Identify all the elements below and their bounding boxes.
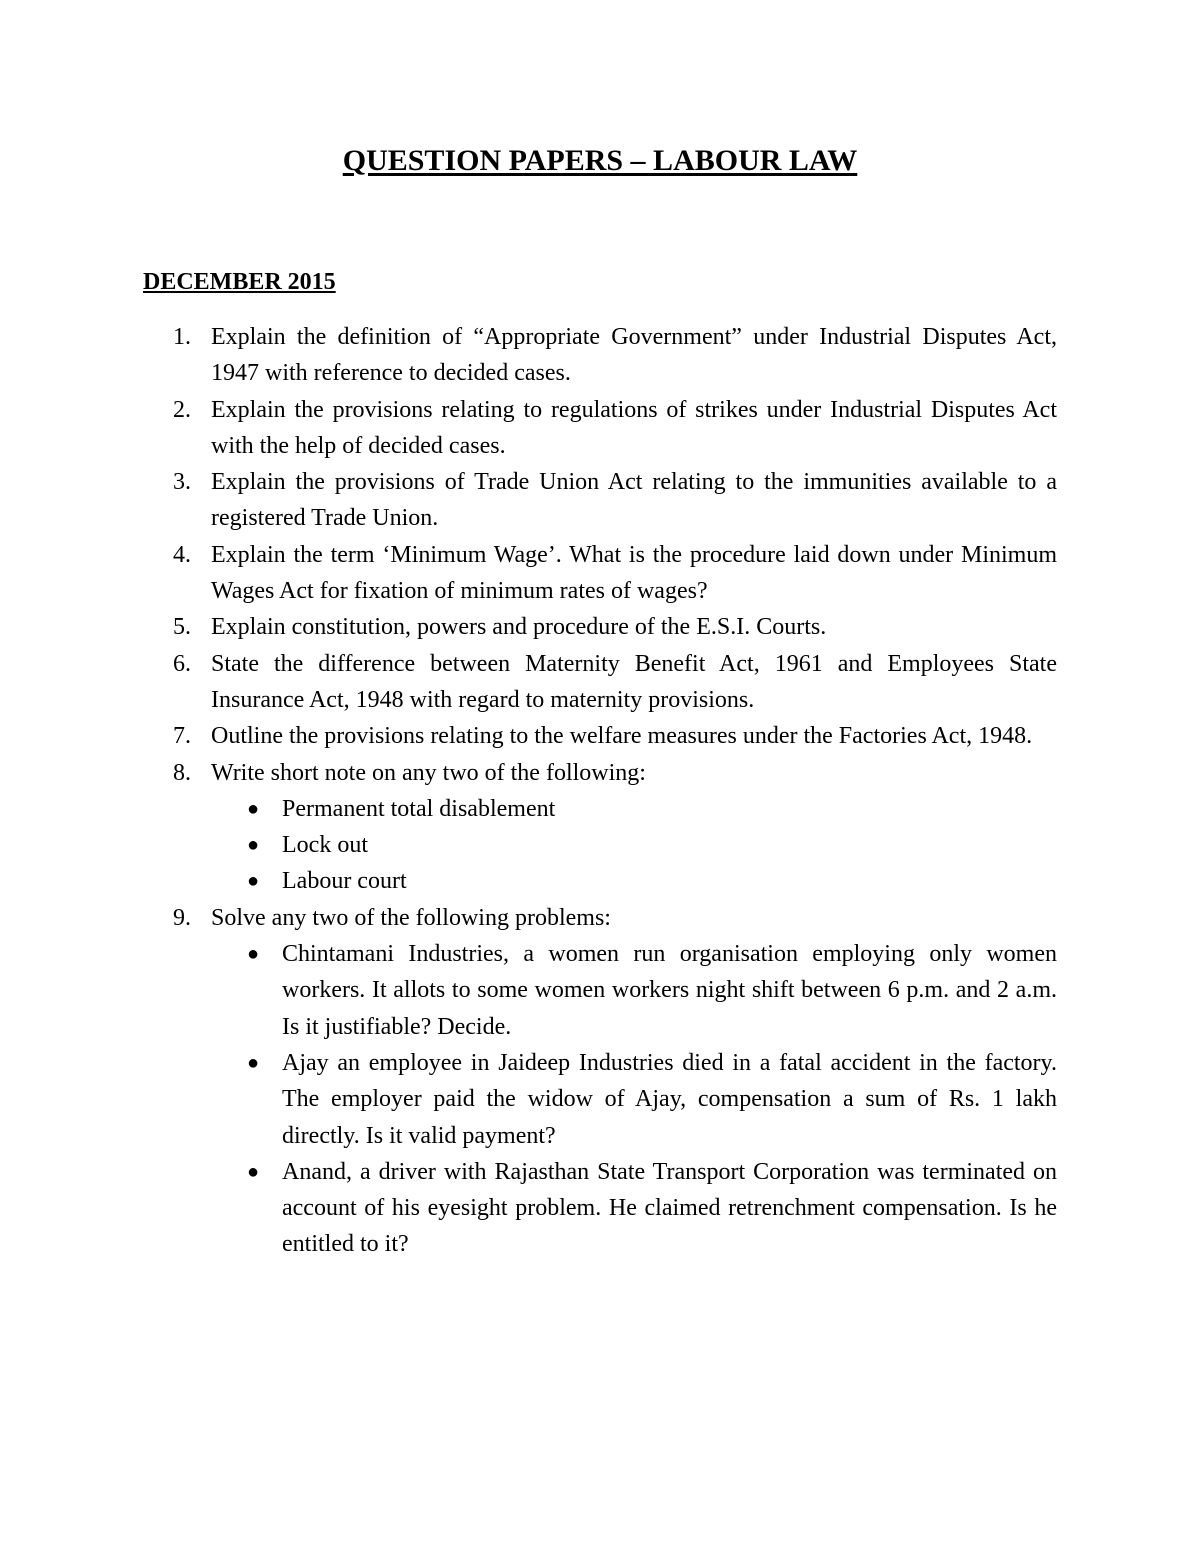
- question-text: Explain the provisions relating to regulations of strikes under Industrial Disputes Act with the help of decided cases.: [211, 396, 1057, 459]
- sub-item: [211, 827, 1057, 863]
- question-number: 6.: [173, 650, 191, 677]
- question-list: [143, 319, 1057, 1263]
- question-number: 9.: [173, 904, 191, 931]
- question-number: 8.: [173, 759, 191, 786]
- question-item: [143, 755, 1057, 900]
- page-title: QUESTION PAPERS – LABOUR LAW: [342, 144, 858, 177]
- sub-item-list: [211, 791, 1057, 900]
- question-item: [143, 718, 1057, 754]
- question-item: [143, 537, 1057, 610]
- question-item: [143, 319, 1057, 392]
- question-number: 1.: [173, 324, 191, 350]
- question-number: 7.: [173, 723, 191, 750]
- sub-item-text: Permanent total disablement: [282, 795, 556, 822]
- sub-item-text: Lock out: [282, 832, 368, 859]
- question-item: [143, 646, 1057, 719]
- question-number: 5.: [173, 614, 191, 641]
- sub-item: [211, 1154, 1057, 1263]
- sub-item: [211, 791, 1057, 827]
- bullet-icon: ●: [247, 943, 260, 966]
- question-text: Explain the term ‘Minimum Wage’. What is the procedure laid down under Minimum Wages Act for fixation of minimum rates of wages?: [211, 541, 1057, 605]
- question-text: State the difference between Maternity Benefit Act, 1961 and Employees State Insurance Act, 1948 with regard to maternity provisions.: [211, 650, 1057, 713]
- question-text: Outline the provisions relating to the welfare measures under the Factories Act, 1948.: [211, 723, 1033, 750]
- sub-item-list: [211, 936, 1057, 1263]
- sub-item-text: Labour court: [282, 868, 407, 895]
- question-text: Solve any two of the following problems:: [211, 904, 611, 931]
- sub-item: [211, 863, 1057, 899]
- section-heading: DECEMBER 2015: [143, 269, 336, 295]
- bullet-icon: ●: [247, 1051, 260, 1074]
- sub-item: [211, 936, 1057, 1045]
- bullet-icon: ●: [247, 1160, 260, 1183]
- bullet-icon: ●: [247, 834, 260, 857]
- question-item: [143, 609, 1057, 645]
- question-number: 2.: [173, 396, 191, 423]
- sub-item-text: Chintamani Industries, a women run organisation employing only women workers. It allots to some women workers night shift between 6 p.m. and 2 a.m. Is it justifiable? Decide.: [282, 941, 1057, 1040]
- sub-item: [211, 1045, 1057, 1154]
- sub-item-text: Ajay an employee in Jaideep Industries died in a fatal accident in the factory. The employer paid the widow of Ajay, compensation a sum of Rs. 1 lakh directly. Is it valid payment?: [282, 1049, 1057, 1149]
- question-item: [143, 464, 1057, 537]
- question-text: Explain the provisions of Trade Union Act relating to the immunities available to a registered Trade Union.: [211, 469, 1057, 532]
- bullet-icon: ●: [247, 870, 260, 893]
- question-text: Explain constitution, powers and procedure of the E.S.I. Courts.: [211, 614, 827, 641]
- bullet-icon: ●: [247, 797, 260, 820]
- question-number: 3.: [173, 469, 191, 496]
- question-item: [143, 900, 1057, 1263]
- question-item: [143, 392, 1057, 465]
- question-text: Write short note on any two of the following:: [211, 759, 646, 786]
- sub-item-text: Anand, a driver with Rajasthan State Transport Corporation was terminated on account of his eyesight problem. He claimed retrenchment compensation. Is he entitled to it?: [282, 1158, 1057, 1258]
- question-text: Explain the definition of “Appropriate Government” under Industrial Disputes Act, 1947 with reference to decided cases.: [211, 324, 1057, 387]
- question-number: 4.: [173, 541, 191, 568]
